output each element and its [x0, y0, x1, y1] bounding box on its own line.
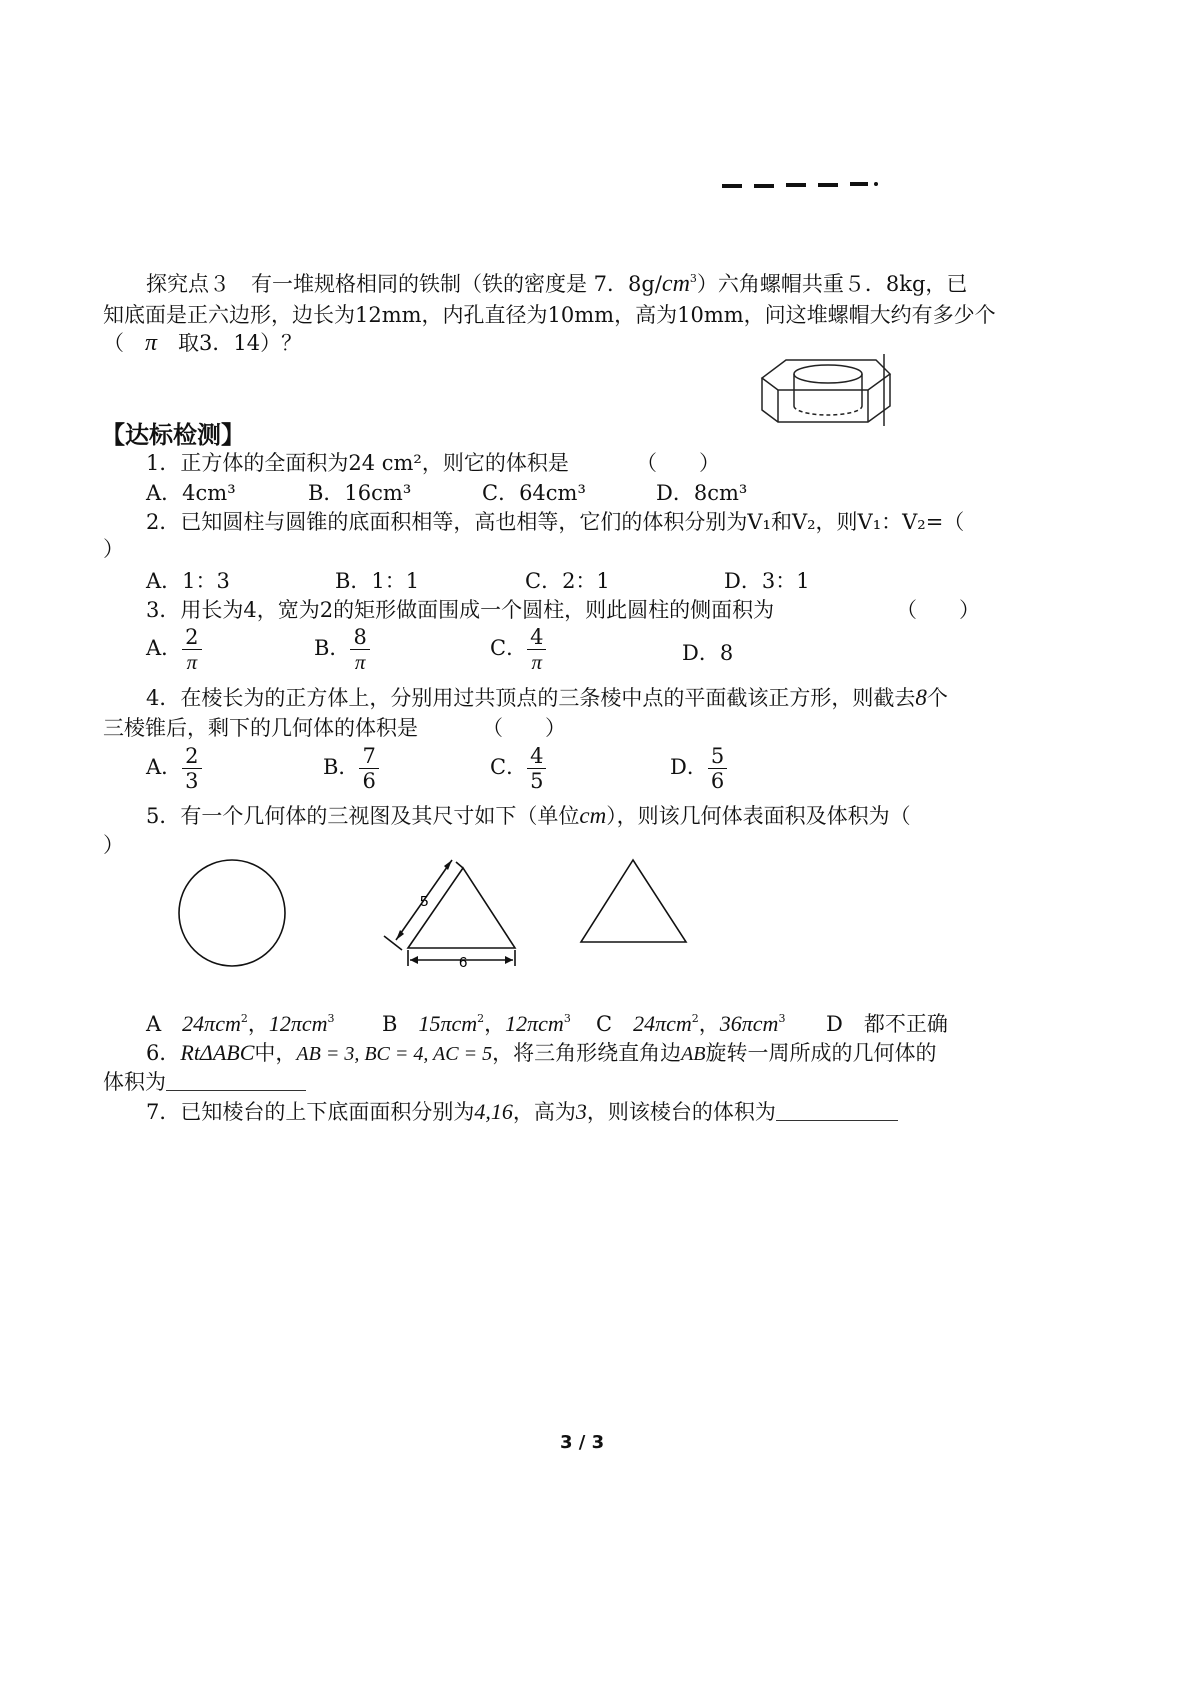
q3-option-a: A． $\frac{2}{\pi}$ [146, 625, 202, 674]
header-dash-line [720, 176, 880, 192]
q4-option-a: A． $\frac{2}{3}$ [146, 744, 202, 793]
dimension-label-base: 6 [459, 954, 468, 971]
q2-close-paren: ） [103, 537, 124, 561]
q4-stem-line2: 三棱锥后，剩下的几何体的体积是 [103, 716, 418, 740]
explore-point-3-line3: （ π 取3．14）？ [103, 330, 303, 356]
q3-option-c: C． $\frac{4}{\pi}$ [490, 625, 546, 674]
q2-option-b: B．1：1 [335, 569, 420, 593]
q1-stem: 1．正方体的全面积为24 cm²，则它的体积是 [146, 451, 569, 475]
q2-option-c: C．2：1 [525, 569, 610, 593]
q1-answer-paren: （ ） [636, 451, 720, 475]
dimension-label-side: 5 [420, 893, 429, 910]
hex-nut-figure [756, 350, 896, 428]
q6-stem-line1: 6．RtΔABC中，AB = 3, BC = 4, AC = 5，将三角形绕直角边AB旋转一周所成的几何体的 [146, 1040, 937, 1065]
explore-point-3-line2: 知底面是正六边形，边长为12mm，内孔直径为10mm，高为10mm，问这堆螺帽大约有多少个 [103, 303, 996, 327]
q1-option-d: D．8cm³ [656, 481, 748, 505]
q1-option-a: A．4cm³ [146, 481, 236, 505]
q4-answer-paren: （ ） [482, 716, 566, 740]
q7-stem: 7．已知棱台的上下底面面积分别为4,16，高为3，则该棱台的体积为 [146, 1096, 898, 1126]
q2-stem: 2．已知圆柱与圆锥的底面积相等，高也相等，它们的体积分别为V₁和V₂，则V₁：V₂=（ [146, 510, 965, 534]
top-view-circle [179, 860, 285, 966]
q4-option-c: C． $\frac{4}{5}$ [490, 744, 546, 793]
q4-option-d: D． $\frac{5}{6}$ [670, 744, 727, 793]
q6-stem-line2: 体积为 [103, 1066, 306, 1096]
side-view-triangle [581, 860, 686, 942]
explore-point-3-line1: 探究点３ 有一堆规格相同的铁制（铁的密度是 7．$8g/cm^3$）六角螺帽共重５．8kg，已 [146, 271, 968, 297]
q5-option-c: C 24πcm$^2$，36πcm$^3$ [596, 1011, 786, 1036]
q3-option-d: D．8 [682, 641, 734, 665]
q5-stem: 5．有一个几何体的三视图及其尺寸如下（单位cm），则该几何体表面积及体积为（ [146, 803, 911, 828]
q2-option-a: A．1：3 [146, 569, 230, 593]
three-view-figure [170, 830, 710, 980]
q5-close-paren: ） [103, 833, 124, 857]
section-title: 【达标检测】 [101, 421, 245, 449]
q3-stem: 3．用长为4，宽为2的矩形做面围成一个圆柱，则此圆柱的侧面积为 [146, 598, 775, 622]
q1-option-c: C．64cm³ [482, 481, 586, 505]
q7-answer-blank[interactable] [776, 1100, 898, 1121]
q1-option-b: B．16cm³ [308, 481, 412, 505]
q5-option-a: A 24πcm$^2$，12πcm$^3$ [146, 1011, 335, 1036]
q4-stem-line1: 4．在棱长为的正方体上，分别用过共顶点的三条棱中点的平面截该正方形，则截去8个 [146, 685, 948, 710]
q4-option-b: B． $\frac{7}{6}$ [323, 744, 379, 793]
q5-option-b: B 15πcm$^2$，12πcm$^3$ [382, 1011, 571, 1036]
q5-option-d: D 都不正确 [826, 1012, 948, 1036]
q3-answer-paren: （ ） [896, 598, 980, 622]
q2-option-d: D．3：1 [724, 569, 810, 593]
q3-option-b: B． $\frac{8}{\pi}$ [314, 625, 370, 674]
page-number: 3 / 3 [560, 1432, 605, 1453]
q6-answer-blank[interactable] [166, 1070, 306, 1091]
